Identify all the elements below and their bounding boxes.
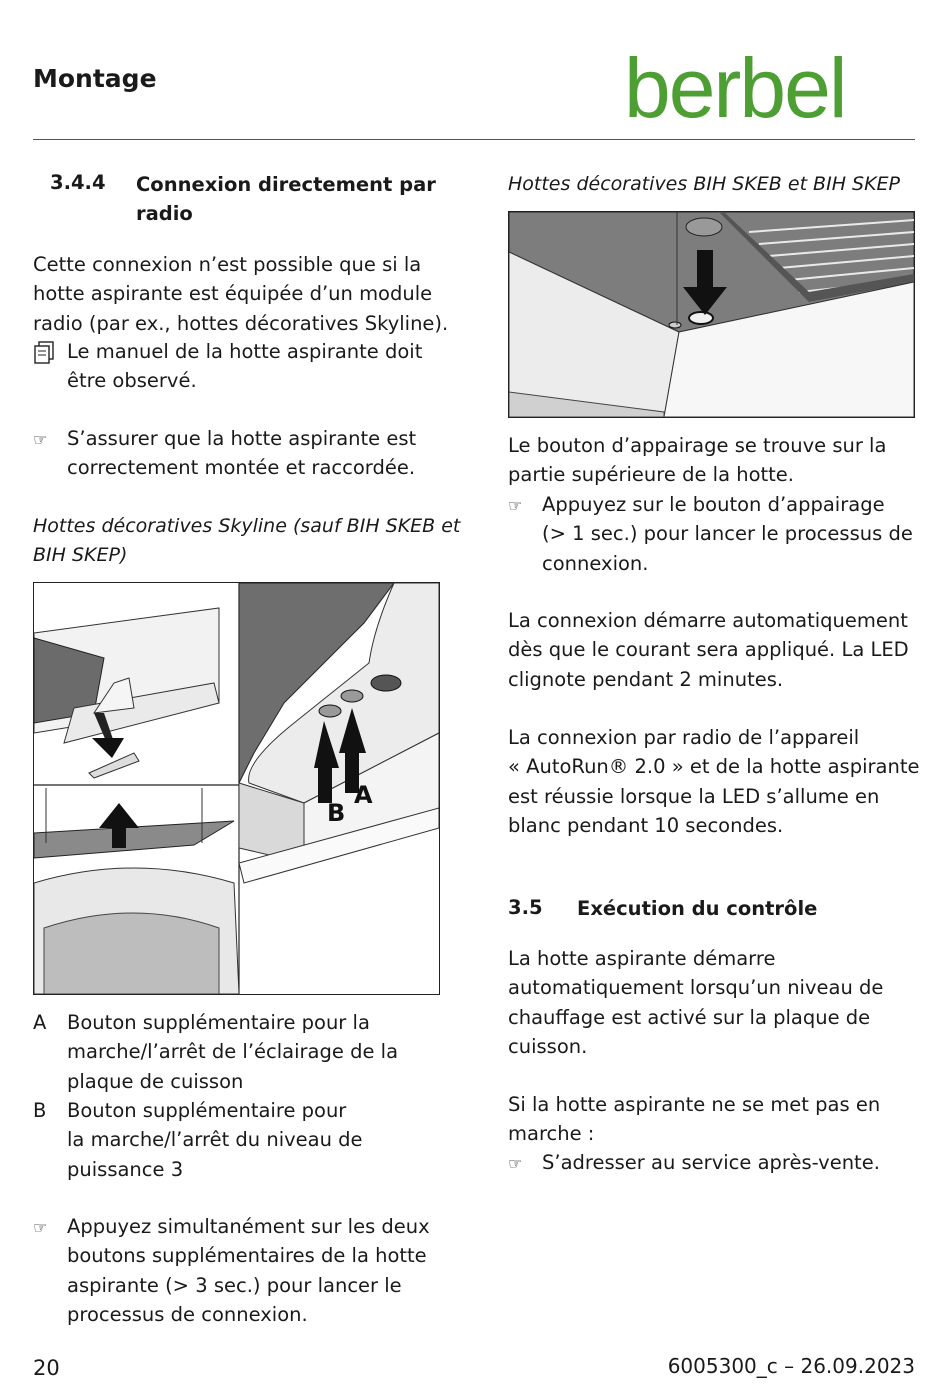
hand-pointer-icon: ☞: [33, 1218, 48, 1237]
legend-key-b: B: [33, 1099, 47, 1122]
figure-caption-bih: Hottes décoratives BIH SKEB et BIH SKEP: [508, 173, 901, 195]
manual-note: Le manuel de la hotte aspirante doit être observé.: [67, 340, 423, 393]
figure-bih: [508, 211, 915, 418]
legend-key-a: A: [33, 1011, 47, 1034]
intro-paragraph: Cette connexion n’est possible que si la hotte aspirante est équipée d’un module radio (par ex., hottes décoratives Skyline).: [33, 253, 449, 335]
legend-text-b: Bouton supplémentaire pour la marche/l’arrêt du niveau de puissance 3: [67, 1099, 363, 1181]
step-contact-service: S’adresser au service après-vente.: [542, 1151, 880, 1174]
berbel-logo: berbel: [624, 41, 846, 135]
panel-hood-round: [34, 788, 239, 994]
not-start-paragraph: Si la hotte aspirante ne se met pas en marche :: [508, 1093, 881, 1146]
header-title: Montage: [33, 64, 157, 93]
legend-text-a: Bouton supplémentaire pour la marche/l’arrêt de l’éclairage de la plaque de cuisson: [67, 1011, 399, 1093]
section-number: 3.4.4: [50, 171, 106, 194]
page-number: 20: [33, 1356, 60, 1380]
section-title: Exécution du contrôle: [577, 897, 818, 920]
label-b: B: [327, 799, 346, 827]
document-id: 6005300_c – 26.09.2023: [667, 1354, 915, 1378]
label-a: A: [354, 781, 373, 809]
section-title: Connexion directement par radio: [136, 173, 436, 226]
auto-start-paragraph: La connexion démarre automatiquement dès que le courant sera appliqué. La LED clignote pendant 2 minutes.: [508, 609, 909, 691]
hand-pointer-icon: ☞: [508, 496, 523, 515]
section-number: 3.5: [508, 896, 543, 919]
pairing-button-paragraph: Le bouton d’appairage se trouve sur la partie supérieure de la hotte.: [508, 434, 887, 487]
step-check-mounting: S’assurer que la hotte aspirante est correctement montée et raccordée.: [67, 427, 417, 480]
step-press-pairing: Appuyez sur le bouton d’appairage (> 1 sec.) pour lancer le processus de connexion.: [542, 493, 913, 575]
manual-icon: [33, 341, 55, 369]
figure-caption-skyline: Hottes décoratives Skyline (sauf BIH SKEB et BIH SKEP): [33, 515, 461, 566]
hand-pointer-icon: ☞: [33, 430, 48, 449]
check-paragraph: La hotte aspirante démarre automatiquement lorsqu’un niveau de chauffage est activé sur la plaque de cuisson.: [508, 947, 884, 1058]
panel-hood-buttons: [239, 583, 439, 883]
autorun-paragraph: La connexion par radio de l’appareil « AutoRun® 2.0 » et de la hotte aspirante est réussie lorsque la LED s’allume en blanc pendant 10 secondes.: [508, 726, 920, 837]
panel-hood-underside: [34, 608, 219, 778]
figure-skyline: [33, 582, 440, 995]
step-press-both-buttons: Appuyez simultanément sur les deux boutons supplémentaires de la hotte aspirante (> 3 sec.) pour lancer le processus de connexion.: [67, 1215, 430, 1326]
header-rule: [33, 139, 915, 140]
hand-pointer-icon: ☞: [508, 1154, 523, 1173]
